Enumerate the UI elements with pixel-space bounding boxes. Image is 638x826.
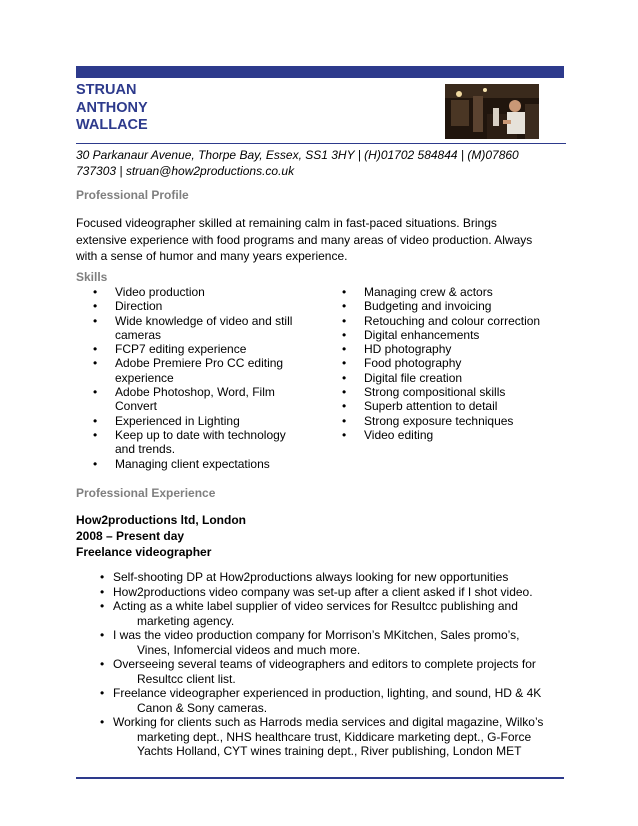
profile-heading: Professional Profile	[76, 188, 189, 202]
job-dates: 2008 – Present day	[76, 529, 185, 543]
profile-text	[76, 215, 556, 265]
skill-item: • HD photography	[342, 342, 572, 356]
profile-line: extensive experience with food programs and many areas of video production. Always	[76, 232, 533, 247]
experience-heading: Professional Experience	[76, 486, 216, 500]
skill-item: • Strong compositional skills	[342, 385, 572, 399]
job-company: How2productions ltd, London	[76, 513, 246, 527]
skill-item: • Budgeting and invoicing	[342, 299, 572, 313]
name-line-middle: ANTHONY	[76, 99, 148, 116]
skill-item: • Food photography	[342, 356, 572, 370]
skill-item: • Digital enhancements	[342, 328, 572, 342]
job-duties-list	[100, 570, 570, 759]
name-line-last: WALLACE	[76, 117, 148, 133]
candidate-name	[76, 82, 148, 135]
skill-item: • Direction	[93, 299, 323, 313]
duty-item: • I was the video production company for Morrison’s MKitchen, Sales promo’s, Vines, Infomercial videos and much more.	[100, 628, 570, 657]
skills-list-right	[342, 285, 572, 442]
footer-divider	[76, 777, 564, 779]
skill-item: • Digital file creation	[342, 371, 572, 385]
duty-item: • How2productions video company was set-up after a client asked if I shot video.	[100, 585, 570, 600]
profile-line: with a sense of humor and many years experience.	[76, 249, 348, 263]
name-line-first: STRUAN	[76, 82, 137, 98]
skill-item: • Experienced in Lighting	[93, 414, 323, 428]
profile-photo	[445, 84, 539, 139]
job-header	[76, 512, 246, 560]
contact-line-address-phones: 30 Parkanaur Avenue, Thorpe Bay, Essex, SS1 3HY | (H)01702 584844 | (M)07860	[76, 148, 519, 162]
job-role: Freelance videographer	[76, 545, 212, 559]
profile-photo-image	[445, 84, 539, 139]
skill-item: • Adobe Premiere Pro CC editing experience	[93, 356, 323, 385]
skill-item: • Keep up to date with technology and trends.	[93, 428, 323, 457]
skill-item: • Video editing	[342, 428, 572, 442]
skill-item: • FCP7 editing experience	[93, 342, 323, 356]
header-divider	[76, 143, 566, 144]
duty-item: • Self-shooting DP at How2productions always looking for new opportunities	[100, 570, 570, 585]
contact-details	[76, 147, 566, 179]
skill-item: • Strong exposure techniques	[342, 414, 572, 428]
skill-item: • Video production	[93, 285, 323, 299]
skill-item: • Managing client expectations	[93, 457, 323, 471]
skill-item: • Adobe Photoshop, Word, Film Convert	[93, 385, 323, 414]
skill-item: • Retouching and colour correction	[342, 314, 572, 328]
contact-line-mobile-email: 737303 | struan@how2productions.co.uk	[76, 164, 295, 178]
skill-item: • Superb attention to detail	[342, 399, 572, 413]
top-accent-bar	[76, 66, 564, 78]
duty-item: • Working for clients such as Harrods media services and digital magazine, Wilko’s marketing dept., NHS healthcare trust, Kiddicare marketing dept., G-Force Yachts Holland, CYT wines training dept., River publishing, London MET	[100, 715, 570, 759]
duty-item: • Freelance videographer experienced in production, lighting, and sound, HD & 4K Canon & Sony cameras.	[100, 686, 570, 715]
skill-item: • Managing crew & actors	[342, 285, 572, 299]
duty-item: • Acting as a white label supplier of video services for Resultcc publishing and marketing agency.	[100, 599, 570, 628]
skills-list-left	[93, 285, 323, 471]
skill-item: • Wide knowledge of video and still cameras	[93, 314, 323, 343]
skills-heading: Skills	[76, 270, 108, 284]
profile-line: Focused videographer skilled at remaining calm in fast-paced situations. Brings	[76, 216, 497, 230]
duty-item: • Overseeing several teams of videographers and editors to complete projects for Resultcc client list.	[100, 657, 570, 686]
